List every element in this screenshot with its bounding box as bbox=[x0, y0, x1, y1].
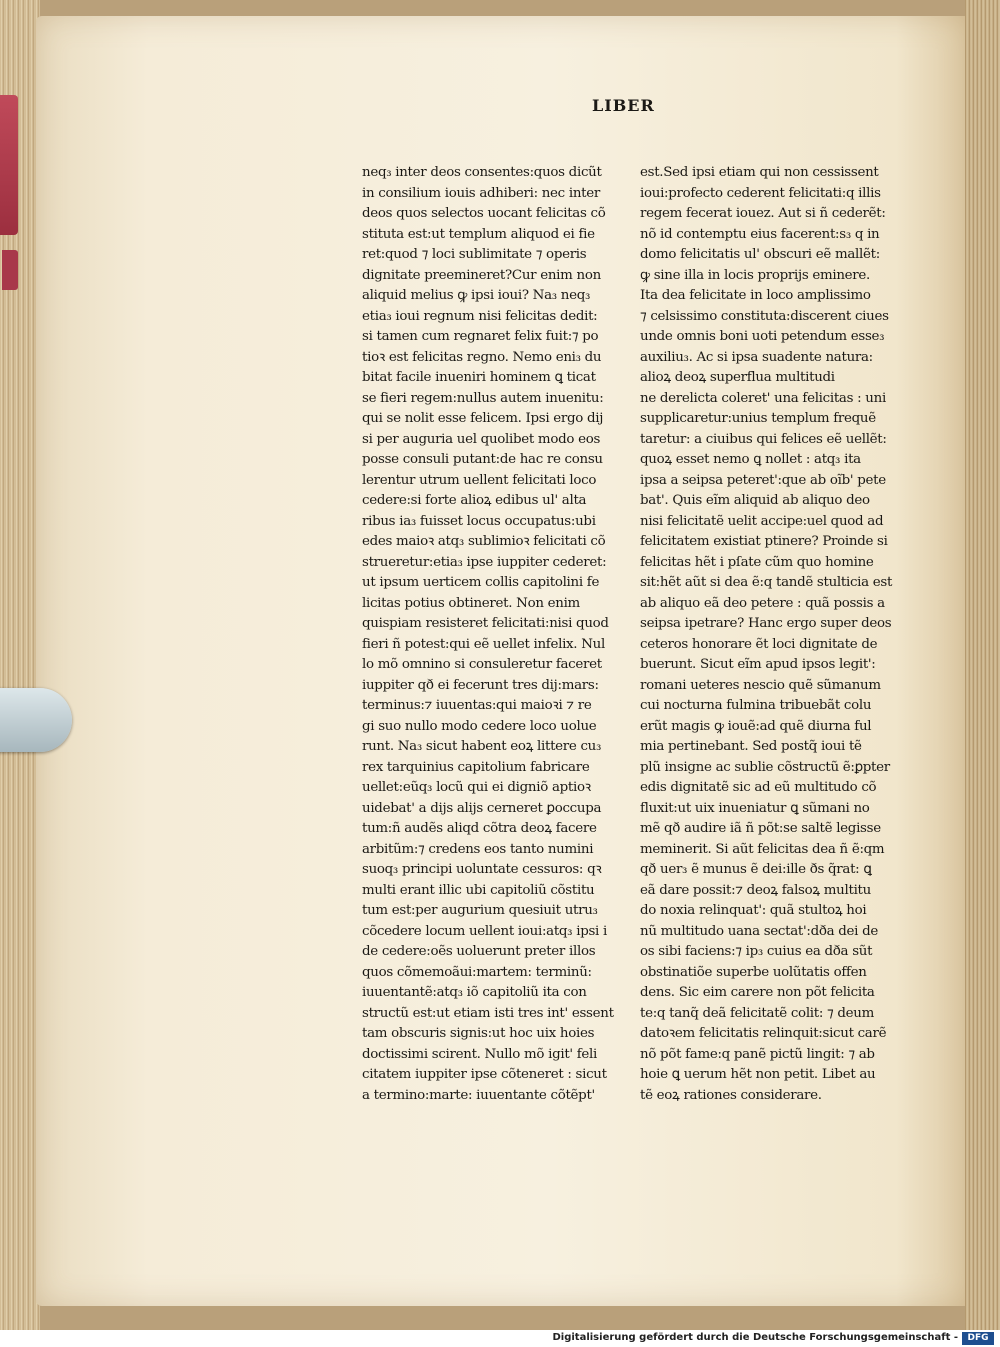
text-line: ne derelicta coleret' una felicitas : uni bbox=[640, 390, 886, 406]
text-line: obstinatiõe superbe uolũtatis offen bbox=[640, 964, 867, 980]
text-line: bat'. Quis eĩm aliquid ab aliquo deo bbox=[640, 493, 870, 508]
text-line: ribus ia₃ fuisset locus occupatus:ubi bbox=[362, 513, 596, 529]
text-line: alioꝝ deoꝝ superflua multitudi bbox=[640, 370, 835, 385]
text-line: licitas potius obtineret. Non enim bbox=[362, 595, 580, 611]
text-column-right bbox=[640, 163, 908, 1106]
text-line: dignitate preemineret?Cur enim non bbox=[362, 267, 601, 283]
text-line: strueretur:etia₃ ipse iuppiter cederet: bbox=[362, 554, 607, 570]
bookmark-ribbon-small bbox=[2, 250, 18, 290]
text-line: se fieri regem:nullus autem inuenitu: bbox=[362, 390, 604, 406]
dfg-logo: DFG bbox=[962, 1332, 994, 1345]
text-line: tum est:per augurium quesiuit utru₃ bbox=[362, 903, 598, 918]
text-line: iuuentantẽ:atq₃ iõ capitoliũ ita con bbox=[362, 985, 587, 1000]
text-line: quoꝝ esset nemo ꝗ nollet : atq₃ ita bbox=[640, 452, 861, 467]
text-line: dens. Sic eim carere non põt felicita bbox=[640, 985, 875, 1000]
text-line: supplicaretur:unius templum frequẽ bbox=[640, 411, 876, 426]
text-line: ut ipsum uerticem collis capitolini fe bbox=[362, 575, 600, 590]
text-line: plũ insigne ac sublie cõstructũ ẽ:ꝑpter bbox=[640, 759, 890, 775]
text-line: quispiam resisteret felicitati:nisi quod bbox=[362, 616, 609, 631]
bookmark-ribbon bbox=[0, 95, 18, 235]
text-line: mia pertinebant. Sed postq̃ ioui tẽ bbox=[640, 739, 862, 754]
text-line: ret:quod ⁊ loci sublimitate ⁊ operis bbox=[362, 247, 587, 262]
text-line: tam obscuris signis:ut hoc uix hoies bbox=[362, 1026, 595, 1041]
text-line: felicitatem existiat ptinere? Proinde si bbox=[640, 534, 888, 549]
text-line: ipsa a seipsa peteret':que ab oĩb' pete bbox=[640, 472, 886, 488]
text-line: os sibi faciens:⁊ ip₃ cuius ea dða sũt bbox=[640, 944, 873, 959]
text-line: qð uer₃ ẽ munus ẽ dei:ille ðs q̃rat: ꝗ bbox=[640, 862, 872, 877]
text-line: nisi felicitatẽ uelit accipe:uel quod ad bbox=[640, 513, 884, 529]
text-line: uidebat' a dijs alijs cerneret ꝑoccupa bbox=[362, 800, 602, 816]
text-line: est.Sed ipsi etiam qui non cessissent bbox=[640, 165, 879, 180]
text-line: auxiliu₃. Ac si ipsa suadente natura: bbox=[640, 349, 873, 365]
text-line: ab aliquo eã deo petere : quã possis a bbox=[640, 595, 885, 611]
text-line: etia₃ ioui regnum nisi felicitas dedit: bbox=[362, 308, 598, 324]
text-line: posse consuli putant:de hac re consu bbox=[362, 452, 603, 467]
text-line: arbitũm:⁊ credens eos tanto numini bbox=[362, 841, 594, 857]
text-line: stituta est:ut templum aliquod ei fie bbox=[362, 226, 595, 242]
text-line: aliquid melius ꝙ ipsi ioui? Na₃ neq₃ bbox=[362, 288, 591, 303]
text-line: iuppiter qð ei fecerunt tres dij:mars: bbox=[362, 677, 599, 693]
text-line: rex tarquinius capitolium fabricare bbox=[362, 759, 590, 775]
text-line: sit:hẽt aũt si dea ẽ:q tandẽ stulticia est bbox=[640, 575, 893, 590]
text-line: taretur: a ciuibus qui felices eẽ uellẽt: bbox=[640, 431, 887, 447]
text-line: felicitas hẽt i pſate cũm quo homine bbox=[640, 554, 874, 570]
text-line: ⁊ celsissimo constituta:discerent ciues bbox=[640, 308, 889, 324]
text-line: nõ id contemptu eius facerent:s₃ q in bbox=[640, 226, 880, 242]
text-line: domo felicitatis ul' obscuri eẽ mallẽt: bbox=[640, 247, 880, 262]
page-clip bbox=[0, 688, 72, 752]
text-line: terminus:⁊ iuuentas:qui maioꝛi ⁊ re bbox=[362, 698, 592, 713]
text-line: nũ multitudo uana sectat':dða dei de bbox=[640, 923, 878, 939]
text-line: lo mõ omnino si consuleretur faceret bbox=[362, 657, 602, 672]
text-line: suoq₃ principi uoluntate cessuros: qꝛ bbox=[362, 862, 602, 877]
text-line: quos cõmemoãui:martem: terminũ: bbox=[362, 964, 592, 980]
text-line: te:q tanq̃ deã felicitatẽ colit: ⁊ deum bbox=[640, 1005, 874, 1021]
text-line: deos quos selectos uocant felicitas cõ bbox=[362, 206, 606, 221]
text-line: regem fecerat iouez. Aut si ñ cederẽt: bbox=[640, 206, 886, 221]
text-line: tẽ eoꝝ rationes considerare. bbox=[640, 1087, 822, 1103]
text-line: lerentur utrum uellent felicitati loco bbox=[362, 472, 597, 488]
text-line: eã dare possit:⁊ deoꝝ falsoꝝ multitu bbox=[640, 882, 871, 898]
text-line: tum:ñ audẽs aliqd cõtra deoꝝ facere bbox=[362, 821, 597, 836]
text-line: gi suo nullo modo cedere loco uolue bbox=[362, 718, 597, 734]
text-line: doctissimi scirent. Nullo mõ igit' feli bbox=[362, 1046, 598, 1062]
text-line: fieri ñ potest:qui eẽ uellet infelix. Nul bbox=[362, 636, 605, 652]
text-line: seipsa ipetrare? Hanc ergo super deos bbox=[640, 616, 892, 631]
text-line: runt. Na₃ sicut habent eoꝝ littere cu₃ bbox=[362, 739, 602, 754]
text-line: meminerit. Si aũt felicitas dea ñ ẽ:qm bbox=[640, 841, 885, 857]
running-title: LIBER bbox=[592, 96, 655, 115]
text-line: buerunt. Sicut eĩm apud ipsos legit': bbox=[640, 657, 876, 672]
text-line: in consilium iouis adhiberi: nec inter bbox=[362, 185, 600, 201]
text-line: ꝙ sine illa in locis proprijs eminere. bbox=[640, 267, 870, 283]
text-line: cui nocturna fulmina tribuebãt colu bbox=[640, 698, 872, 713]
text-line: uellet:eũq₃ locũ qui ei digniõ aptioꝛ bbox=[362, 780, 591, 795]
text-line: Ita dea felicitate in loco amplissimo bbox=[640, 288, 871, 303]
text-line: datoꝛem felicitatis relinquit:sicut carẽ bbox=[640, 1026, 887, 1041]
text-line: citatem iuppiter ipse cõteneret : sicut bbox=[362, 1067, 607, 1082]
text-line: erũt magis ꝙ iouẽ:ad quẽ diurna ful bbox=[640, 718, 872, 734]
text-line: a termino:marte: iuuentante cõtẽpt' bbox=[362, 1087, 595, 1103]
text-line: romani ueteres nescio quẽ sũmanum bbox=[640, 677, 881, 693]
text-line: hoie ꝗ uerum hẽt non petit. Libet au bbox=[640, 1067, 876, 1082]
text-line: multi erant illic ubi capitoliũ cõstitu bbox=[362, 882, 595, 898]
text-line: si tamen cum regnaret felix fuit:⁊ po bbox=[362, 329, 599, 344]
text-line: fluxit:ut uix inueniatur ꝗ sũmani no bbox=[640, 800, 870, 816]
text-line: edes maioꝛ atq₃ sublimioꝛ felicitati cõ bbox=[362, 534, 606, 549]
text-line: ceteros honorare ẽt loci dignitate de bbox=[640, 636, 878, 652]
text-line: cõcedere locum uellent ioui:atq₃ ipsi i bbox=[362, 923, 607, 939]
book-edges-right bbox=[965, 0, 1000, 1330]
text-line: structũ est:ut etiam isti tres int' essent bbox=[362, 1005, 614, 1021]
text-line: de cedere:oẽs uoluerunt preter illos bbox=[362, 944, 596, 959]
text-line: si per auguria uel quolibet modo eos bbox=[362, 431, 601, 447]
text-line: tioꝛ est felicitas regno. Nemo eni₃ du bbox=[362, 349, 602, 365]
text-line: neq₃ inter deos consentes:quos dicũt bbox=[362, 165, 602, 180]
text-line: qui se nolit esse felicem. Ipsi ergo dij bbox=[362, 411, 604, 426]
text-line: do noxia relinquat': quã stultoꝝ hoi bbox=[640, 903, 867, 918]
text-line: cedere:si forte alioꝝ edibus ul' alta bbox=[362, 493, 587, 508]
text-line: unde omnis boni uoti petendum esse₃ bbox=[640, 329, 885, 344]
text-column-left bbox=[362, 163, 630, 1106]
text-line: nõ põt fame:q panẽ pictũ lingit: ⁊ ab bbox=[640, 1046, 875, 1062]
text-line: ioui:profecto cederent felicitati:q illis bbox=[640, 185, 881, 201]
text-line: mẽ qð audire iã ñ põt:se saltẽ legisse bbox=[640, 821, 881, 836]
funding-credit: Digitalisierung gefördert durch die Deutsche Forschungsgemeinschaft - bbox=[552, 1332, 958, 1343]
text-line: edis dignitatẽ sic ad eũ multitudo cõ bbox=[640, 780, 877, 795]
footer-bar bbox=[0, 1330, 1000, 1347]
text-line: bitat facile inueniri hominem ꝗ ticat bbox=[362, 370, 596, 385]
